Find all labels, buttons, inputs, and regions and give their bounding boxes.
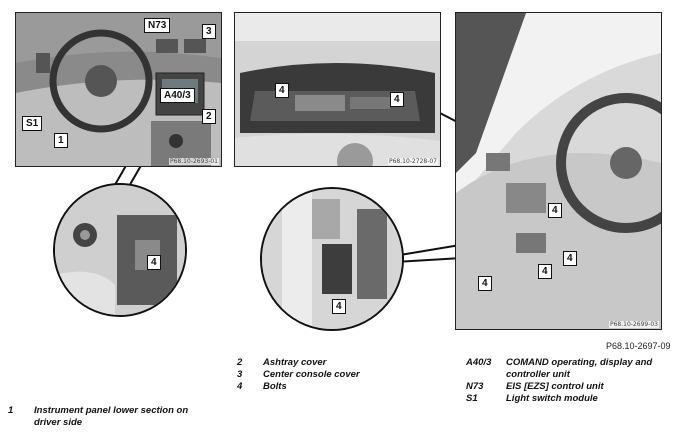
legend-item-4	[237, 381, 437, 393]
legend-text: Bolts	[263, 381, 287, 392]
legend-key: N73	[466, 381, 484, 392]
legend-text: Instrument panel lower section on driver side	[34, 405, 189, 428]
callout-4-right-a: 4	[548, 203, 562, 218]
callout-4-right-c: 4	[563, 251, 577, 266]
callout-a40-3: A40/3	[160, 88, 195, 103]
photo-ref-right: P68.10-2699-03	[609, 321, 658, 328]
legend-item-2	[237, 357, 437, 369]
figure-id: P68.10-2697-09	[606, 341, 671, 351]
legend-column-2	[237, 357, 437, 393]
photo-ref-left: P68.10-2693-01	[169, 158, 218, 165]
callout-4-inset-left: 4	[147, 255, 161, 270]
legend-text: EIS [EZS] control unit	[506, 381, 604, 392]
legend-key: 1	[8, 405, 14, 416]
legend-text: Ashtray cover	[263, 357, 327, 368]
legend-column-3	[466, 357, 671, 405]
legend-key: S1	[466, 393, 478, 404]
legend-item-n73	[466, 381, 671, 393]
callout-4-right-b: 4	[538, 264, 552, 279]
inset-circle-middle	[260, 187, 404, 331]
legend-item-3	[237, 369, 437, 381]
legend-key: 3	[237, 369, 243, 380]
photo-dash-opening	[234, 12, 441, 167]
legend-text: COMAND operating, display and controller unit	[506, 357, 653, 380]
photo-steering-wheel	[455, 12, 662, 330]
callout-3: 3	[202, 24, 216, 39]
legend-text: Center console cover	[263, 369, 360, 380]
callout-4-inset-mid: 4	[332, 299, 346, 314]
photo-ref-middle: P68.10-2728-07	[388, 158, 437, 165]
inset-left-illustration	[55, 185, 185, 315]
callout-1: 1	[54, 133, 68, 148]
callout-4-right-d: 4	[478, 276, 492, 291]
legend-key: 4	[237, 381, 243, 392]
callout-n73: N73	[144, 18, 170, 33]
legend-item-a40-3	[466, 357, 671, 381]
inset-circle-left	[53, 183, 187, 317]
legend-key: 2	[237, 357, 243, 368]
callout-s1: S1	[22, 116, 42, 131]
legend-key: A40/3	[466, 357, 492, 368]
photo-cockpit-overview	[15, 12, 222, 167]
legend-text: Light switch module	[506, 393, 598, 404]
legend-column-1	[8, 405, 208, 429]
legend-item-1	[8, 405, 208, 429]
callout-4-mid-right: 4	[390, 92, 404, 107]
callout-2: 2	[202, 109, 216, 124]
callout-4-mid-left: 4	[275, 83, 289, 98]
dash-opening-illustration	[235, 13, 440, 166]
legend-item-s1	[466, 393, 671, 405]
